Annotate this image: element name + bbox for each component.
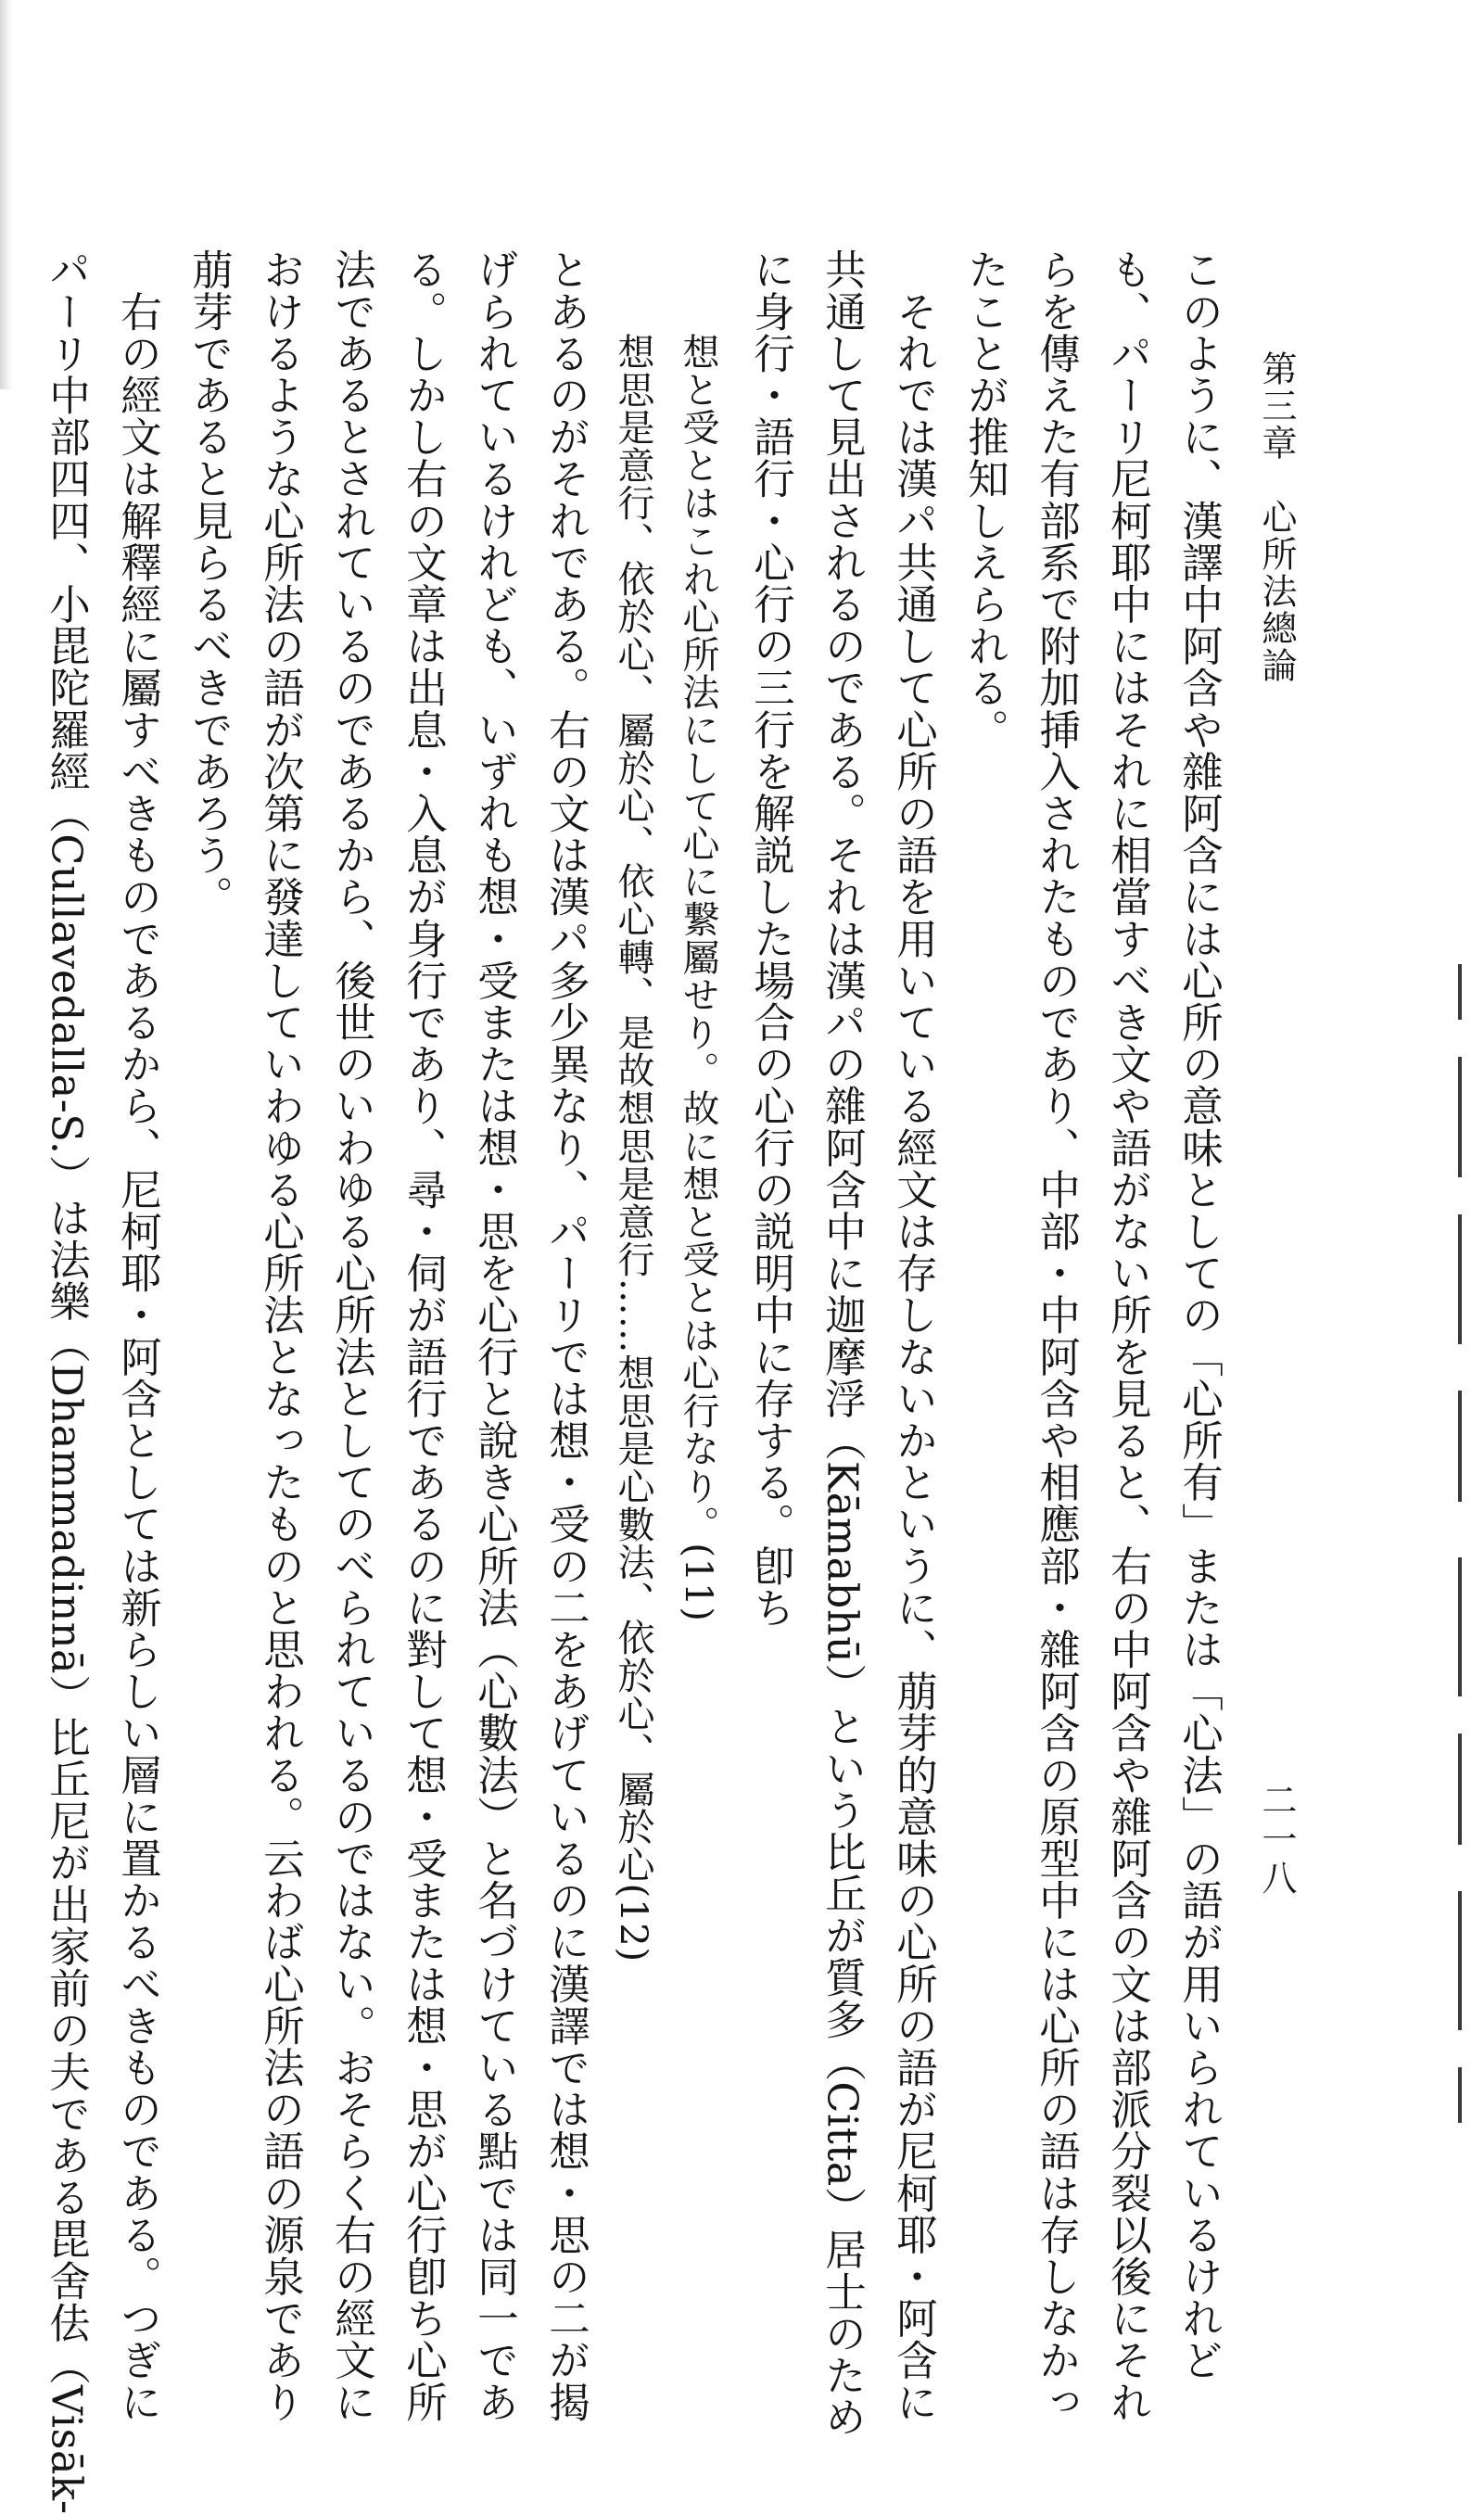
- margin-rule-marks: [1458, 964, 1467, 2132]
- page-number: 二一八: [1256, 1782, 1297, 1899]
- text-column: 法であるとされているのであるから、後世のいわゆる心所法としてのべられているのではない。おそらく右の經文に: [327, 248, 375, 2423]
- text-column: 右の經文は解釋經に屬すべきものであるから、尼柯耶・阿含としては新らしい層に置かるべきものである。つぎに: [113, 248, 161, 2423]
- quote-column: 想思是意行、依於心、屬於心、依心轉、是故想思是意行……想思是心數法、依於心、屬於心(12): [612, 295, 654, 1962]
- text-column: 萠芽であると見らるべきであろう。: [184, 248, 233, 918]
- text-column: それでは漢パ共通して心所の語を用いている經文は存しないかというに、萠芽的意味の心所の語が尼柯耶・阿含に: [889, 248, 937, 2423]
- text-column: も、パーリ尼柯耶中にはそれに相當すべき文や語がない所を見ると、右の中阿含や雜阿含の文は部派分裂以後にそれ: [1103, 248, 1151, 2423]
- text-column: たことが推知しえられる。: [960, 248, 1008, 751]
- text-column: とあるのがそれである。右の文は漢パ多少異なり、パーリでは想・受の二をあげているのに漢譯では想・思の二が揭: [541, 248, 590, 2423]
- text-column: げられているけれども、いずれも想・受または想・思を心行と說き心所法（心數法）と名づけている點では同一であ: [470, 248, 518, 2423]
- running-header: 第三章 心所法總論: [1256, 350, 1297, 684]
- scan-edge-shadow: [0, 0, 13, 389]
- text-column: パーリ中部四四、小毘陀羅經（Cullavedalla-S.）は法樂（Dhammadinnā）比丘尼が出家前の夫である毘舍佉（Visāk-: [42, 248, 90, 2515]
- text-column: らを傳えた有部系で附加挿入されたものであり、中部・中阿含や相應部・雜阿含の原型中には心所の語は存しなかっ: [1032, 248, 1080, 2423]
- quote-column: 想と受とはこれ心所法にして心に繋屬せり。故に想と受とは心行なり。(11): [677, 295, 719, 1622]
- text-column: このように、漢譯中阿含や雜阿含には心所の意味としての「心所有」または「心法」の語が用いられているけれど: [1174, 248, 1223, 2382]
- text-column: に身行・語行・心行の三行を解説した場合の心行の説明中に存する。卽ち: [746, 248, 794, 1629]
- text-column: る。しかし右の文章は出息・入息が身行であり、尋・伺が語行であるのに對して想・受または想・思が心行卽ち心所: [399, 248, 447, 2423]
- text-column: おけるような心所法の語が次第に發達していわゆる心所法となったものと思われる。云わば心所法の語の源泉であり: [256, 248, 304, 2423]
- text-column: 共通して見出されるのである。それは漢パの雜阿含中に迦摩浮（Kāmabhū）という比丘が質多（Citta）居士のため: [818, 248, 866, 2438]
